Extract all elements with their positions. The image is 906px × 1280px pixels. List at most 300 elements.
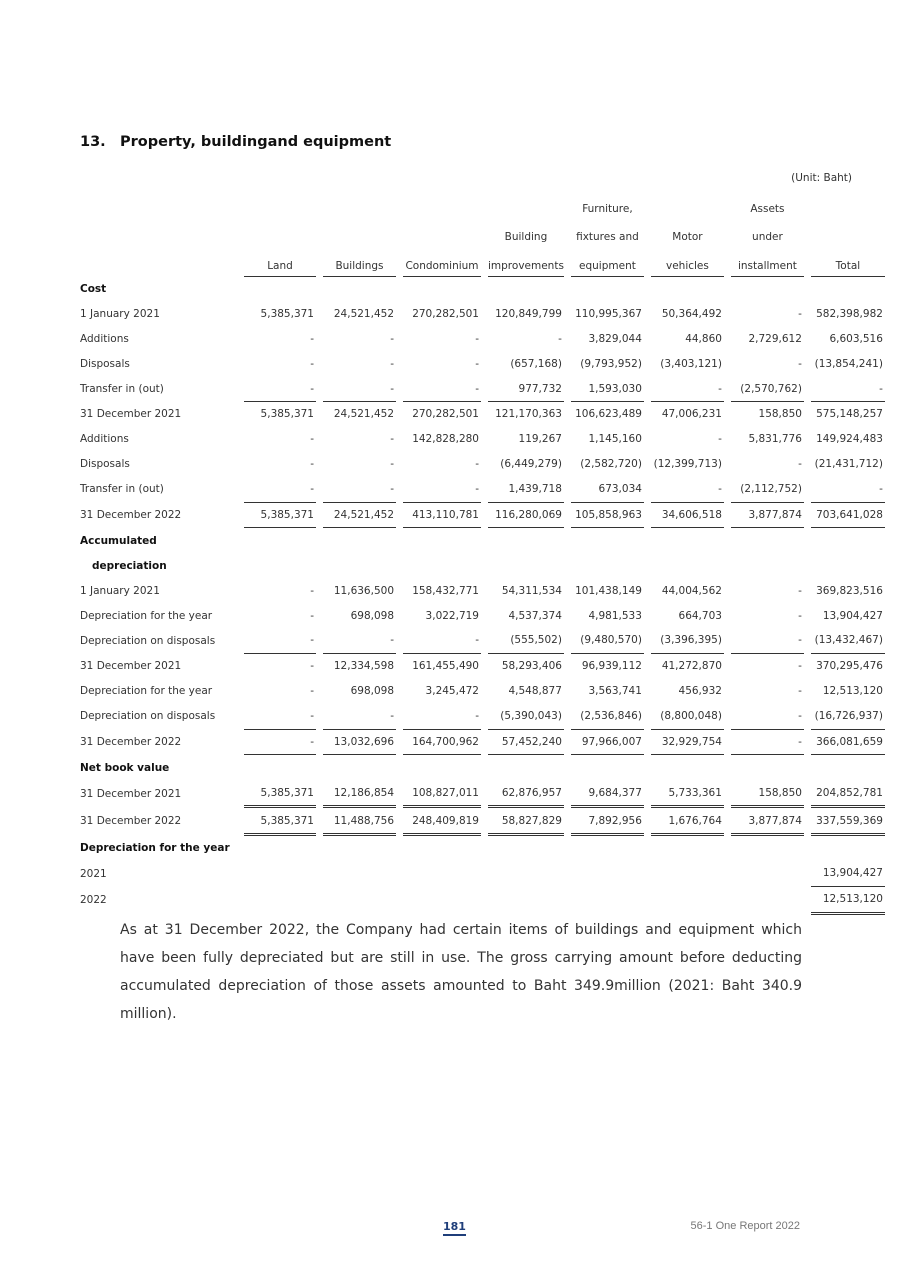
- column-gap: [481, 553, 488, 578]
- column-gap: [481, 528, 488, 553]
- column-gap: [804, 190, 811, 219]
- column-gap: [564, 886, 571, 913]
- value-cell: 13,904,427: [822, 609, 883, 622]
- value-cell: 108,827,011: [403, 780, 481, 806]
- column-gap: [644, 835, 651, 861]
- column-gap: [316, 401, 323, 426]
- column-gap: [481, 401, 488, 426]
- value-cell: 1,593,030: [571, 376, 644, 401]
- section-row: [78, 755, 885, 780]
- column-gap: [564, 376, 571, 401]
- column-gap: [481, 704, 488, 729]
- column-gap: [564, 835, 571, 861]
- column-gap: [564, 628, 571, 653]
- column-gap: [481, 578, 488, 603]
- value-cell: -: [798, 609, 802, 622]
- row-label: 31 December 2021: [80, 408, 182, 421]
- value-cell: 3,877,874: [731, 807, 804, 835]
- column-gap: [724, 401, 731, 426]
- column-gap: [237, 427, 244, 452]
- column-gap: [804, 528, 811, 553]
- column-gap: [644, 452, 651, 477]
- value-cell: 24,521,452: [333, 307, 394, 320]
- column-gap: [804, 628, 811, 653]
- section-heading: Depreciation for the year: [80, 841, 230, 854]
- column-gap: [644, 427, 651, 452]
- value-cell: 270,282,501: [412, 307, 479, 320]
- column-gap: [804, 578, 811, 603]
- value-cell: 582,398,982: [816, 307, 883, 320]
- column-gap: [237, 578, 244, 603]
- column-gap: [481, 502, 488, 528]
- value-cell: 57,452,240: [488, 729, 564, 755]
- column-gap: [724, 835, 731, 861]
- column-gap: [724, 704, 731, 729]
- column-header: improvements: [488, 247, 564, 276]
- column-gap: [237, 835, 244, 861]
- value-cell: -: [403, 477, 481, 502]
- value-cell: 24,521,452: [333, 408, 394, 421]
- column-gap: [564, 351, 571, 376]
- value-cell: 24,521,452: [323, 502, 396, 528]
- column-gap: [724, 326, 731, 351]
- value-cell: 158,850: [758, 408, 802, 421]
- value-cell: -: [310, 357, 314, 370]
- value-cell: 270,282,501: [412, 408, 479, 421]
- column-gap: [564, 528, 571, 553]
- column-gap: [564, 427, 571, 452]
- header-label-cell: [78, 219, 237, 248]
- table-row: [78, 502, 885, 528]
- column-gap: [564, 755, 571, 780]
- value-cell: -: [310, 660, 314, 673]
- column-gap: [644, 704, 651, 729]
- column-gap: [644, 861, 651, 886]
- value-cell: 5,385,371: [244, 780, 316, 806]
- value-cell: 44,004,562: [661, 584, 722, 597]
- value-cell: [811, 276, 885, 301]
- column-gap: [316, 351, 323, 376]
- column-gap: [564, 603, 571, 628]
- value-cell: -: [798, 660, 802, 673]
- column-gap: [237, 351, 244, 376]
- column-gap: [804, 603, 811, 628]
- value-cell: 142,828,280: [412, 433, 479, 446]
- column-gap: [396, 628, 403, 653]
- value-cell: -: [798, 584, 802, 597]
- column-gap: [396, 780, 403, 806]
- column-gap: [396, 326, 403, 351]
- column-gap: [316, 603, 323, 628]
- value-cell: [323, 553, 396, 578]
- value-cell: 164,700,962: [403, 729, 481, 755]
- value-cell: [323, 755, 396, 780]
- column-gap: [564, 704, 571, 729]
- row-label: Additions: [80, 332, 129, 345]
- value-cell: 366,081,659: [811, 729, 885, 755]
- column-gap: [564, 401, 571, 426]
- column-gap: [724, 679, 731, 704]
- column-gap: [644, 755, 651, 780]
- value-cell: [244, 553, 316, 578]
- column-gap: [481, 190, 488, 219]
- note-heading: [80, 134, 391, 150]
- value-cell: [323, 886, 396, 913]
- value-cell: 116,280,069: [488, 502, 564, 528]
- value-cell: [571, 755, 644, 780]
- value-cell: [488, 835, 564, 861]
- value-cell: 3,022,719: [425, 609, 479, 622]
- column-gap: [724, 578, 731, 603]
- column-gap: [804, 886, 811, 913]
- value-cell: -: [323, 628, 396, 653]
- column-gap: [804, 452, 811, 477]
- column-gap: [564, 729, 571, 755]
- column-gap: [237, 553, 244, 578]
- value-cell: 5,385,371: [244, 807, 316, 835]
- column-gap: [724, 729, 731, 755]
- value-cell: (6,449,279): [500, 458, 562, 471]
- column-gap: [644, 326, 651, 351]
- column-gap: [481, 351, 488, 376]
- value-cell: [571, 861, 644, 886]
- value-cell: -: [390, 458, 394, 471]
- column-gap: [564, 807, 571, 835]
- column-gap: [724, 755, 731, 780]
- column-gap: [804, 780, 811, 806]
- value-cell: -: [323, 704, 396, 729]
- column-gap: [804, 835, 811, 861]
- column-gap: [724, 219, 731, 248]
- column-header: Assets: [750, 202, 785, 215]
- column-gap: [237, 528, 244, 553]
- value-cell: 62,876,957: [488, 780, 564, 806]
- value-cell: [571, 276, 644, 301]
- column-gap: [804, 477, 811, 502]
- column-gap: [804, 247, 811, 276]
- column-gap: [481, 628, 488, 653]
- value-cell: 1,145,160: [588, 433, 642, 446]
- column-gap: [644, 477, 651, 502]
- value-cell: 977,732: [488, 376, 564, 401]
- column-gap: [237, 452, 244, 477]
- column-gap: [396, 886, 403, 913]
- value-cell: [571, 528, 644, 553]
- column-gap: [804, 276, 811, 301]
- row-label: Disposals: [80, 458, 130, 471]
- value-cell: -: [390, 332, 394, 345]
- report-name: 56-1 One Report 2022: [690, 1220, 800, 1232]
- value-cell: 4,981,533: [588, 609, 642, 622]
- value-cell: [811, 528, 885, 553]
- column-gap: [316, 755, 323, 780]
- column-gap: [316, 780, 323, 806]
- value-cell: (13,432,467): [811, 628, 885, 653]
- column-gap: [644, 780, 651, 806]
- value-cell: 5,385,371: [244, 502, 316, 528]
- value-cell: 12,513,120: [811, 886, 885, 913]
- column-gap: [644, 190, 651, 219]
- column-gap: [644, 247, 651, 276]
- column-gap: [724, 247, 731, 276]
- column-gap: [804, 351, 811, 376]
- table-row: [78, 603, 885, 628]
- column-header: [811, 219, 885, 248]
- unit-label: (Unit: Baht): [791, 172, 852, 184]
- value-cell: [323, 861, 396, 886]
- value-cell: [403, 528, 481, 553]
- section-row: [78, 528, 885, 553]
- column-gap: [481, 247, 488, 276]
- column-gap: [316, 861, 323, 886]
- value-cell: -: [310, 332, 314, 345]
- column-gap: [644, 679, 651, 704]
- value-cell: 413,110,781: [403, 502, 481, 528]
- column-gap: [237, 653, 244, 678]
- column-gap: [316, 578, 323, 603]
- value-cell: -: [731, 729, 804, 755]
- table-row: [78, 351, 885, 376]
- column-gap: [396, 247, 403, 276]
- column-gap: [396, 502, 403, 528]
- page-number: 181: [443, 1220, 466, 1236]
- section-heading: Accumulated: [80, 534, 157, 547]
- value-cell: 54,311,534: [501, 584, 562, 597]
- value-cell: 698,098: [350, 685, 394, 698]
- value-cell: 120,849,799: [495, 307, 562, 320]
- value-cell: -: [390, 357, 394, 370]
- column-gap: [237, 861, 244, 886]
- value-cell: (2,570,762): [731, 376, 804, 401]
- column-header: [651, 190, 724, 219]
- column-gap: [481, 679, 488, 704]
- column-gap: [396, 401, 403, 426]
- table-row: [78, 679, 885, 704]
- row-label: Depreciation on disposals: [80, 634, 216, 647]
- value-cell: 161,455,490: [412, 660, 479, 673]
- column-gap: [237, 276, 244, 301]
- row-label: Depreciation for the year: [80, 685, 213, 698]
- column-gap: [481, 886, 488, 913]
- column-gap: [396, 427, 403, 452]
- value-cell: [571, 886, 644, 913]
- column-gap: [237, 247, 244, 276]
- column-gap: [316, 729, 323, 755]
- column-gap: [396, 219, 403, 248]
- value-cell: [403, 553, 481, 578]
- value-cell: 204,852,781: [811, 780, 885, 806]
- value-cell: 337,559,369: [811, 807, 885, 835]
- row-label: Depreciation on disposals: [80, 710, 216, 723]
- column-gap: [564, 301, 571, 326]
- column-gap: [316, 704, 323, 729]
- section-heading: Net book value: [80, 761, 170, 774]
- value-cell: (2,582,720): [580, 458, 642, 471]
- value-cell: 12,186,854: [323, 780, 396, 806]
- column-gap: [396, 351, 403, 376]
- column-gap: [316, 502, 323, 528]
- value-cell: (21,431,712): [814, 458, 883, 471]
- column-gap: [396, 528, 403, 553]
- column-gap: [237, 301, 244, 326]
- column-gap: [316, 190, 323, 219]
- value-cell: -: [475, 332, 479, 345]
- column-gap: [396, 755, 403, 780]
- value-cell: -: [310, 685, 314, 698]
- column-gap: [644, 729, 651, 755]
- value-cell: -: [244, 704, 316, 729]
- column-gap: [644, 528, 651, 553]
- column-gap: [564, 477, 571, 502]
- value-cell: (2,112,752): [731, 477, 804, 502]
- column-gap: [316, 886, 323, 913]
- column-gap: [396, 729, 403, 755]
- section-row: [78, 835, 885, 861]
- column-gap: [396, 679, 403, 704]
- table-row: [78, 653, 885, 678]
- value-cell: [488, 886, 564, 913]
- column-gap: [804, 807, 811, 835]
- section-row: [78, 553, 885, 578]
- column-gap: [396, 861, 403, 886]
- row-label: 2022: [80, 893, 107, 906]
- value-cell: 105,858,963: [571, 502, 644, 528]
- column-gap: [724, 780, 731, 806]
- column-gap: [724, 351, 731, 376]
- column-gap: [644, 401, 651, 426]
- column-gap: [724, 861, 731, 886]
- value-cell: [811, 755, 885, 780]
- value-cell: 575,148,257: [816, 408, 883, 421]
- value-cell: -: [651, 376, 724, 401]
- column-gap: [316, 835, 323, 861]
- value-cell: [403, 861, 481, 886]
- value-cell: [811, 553, 885, 578]
- value-cell: 12,513,120: [822, 685, 883, 698]
- value-cell: [403, 276, 481, 301]
- value-cell: [731, 835, 804, 861]
- value-cell: 5,385,371: [260, 307, 314, 320]
- column-gap: [804, 861, 811, 886]
- header-row: [78, 247, 885, 276]
- column-gap: [481, 835, 488, 861]
- value-cell: 34,606,518: [651, 502, 724, 528]
- row-label: 31 December 2022: [80, 735, 182, 748]
- value-cell: (16,726,937): [811, 704, 885, 729]
- value-cell: [731, 553, 804, 578]
- value-cell: [731, 886, 804, 913]
- value-cell: [244, 886, 316, 913]
- value-cell: 13,904,427: [811, 861, 885, 886]
- column-gap: [644, 628, 651, 653]
- value-cell: [651, 861, 724, 886]
- column-gap: [804, 219, 811, 248]
- value-cell: [403, 835, 481, 861]
- column-gap: [316, 427, 323, 452]
- column-gap: [316, 219, 323, 248]
- column-gap: [237, 190, 244, 219]
- column-gap: [724, 628, 731, 653]
- column-gap: [644, 578, 651, 603]
- value-cell: 664,703: [678, 609, 722, 622]
- value-cell: (3,396,395): [651, 628, 724, 653]
- column-gap: [724, 376, 731, 401]
- column-gap: [481, 603, 488, 628]
- column-gap: [237, 886, 244, 913]
- column-gap: [237, 780, 244, 806]
- column-header: vehicles: [651, 247, 724, 276]
- value-cell: 3,829,044: [588, 332, 642, 345]
- value-cell: 101,438,149: [575, 584, 642, 597]
- column-gap: [396, 301, 403, 326]
- value-cell: [244, 276, 316, 301]
- column-gap: [564, 219, 571, 248]
- column-gap: [804, 326, 811, 351]
- column-gap: [316, 452, 323, 477]
- column-header: Buildings: [323, 247, 396, 276]
- value-cell: [651, 553, 724, 578]
- value-cell: -: [798, 685, 802, 698]
- column-gap: [481, 219, 488, 248]
- note-paragraph: As at 31 December 2022, the Company had certain items of buildings and equipment which have been fully depreciated but are still in use. The gross carrying amount before deducting accumulated depreciation of those assets amounted to Baht 349.9million (2021: Baht 340.9 million).: [120, 922, 802, 1022]
- value-cell: -: [798, 357, 802, 370]
- column-gap: [237, 401, 244, 426]
- column-gap: [564, 861, 571, 886]
- value-cell: -: [811, 376, 885, 401]
- column-gap: [564, 502, 571, 528]
- column-gap: [481, 861, 488, 886]
- column-gap: [316, 247, 323, 276]
- column-gap: [644, 301, 651, 326]
- column-gap: [396, 653, 403, 678]
- value-cell: -: [403, 628, 481, 653]
- row-label: 1 January 2021: [80, 584, 160, 597]
- table-row: [78, 704, 885, 729]
- value-cell: -: [244, 477, 316, 502]
- column-gap: [316, 528, 323, 553]
- value-cell: -: [403, 704, 481, 729]
- column-gap: [724, 276, 731, 301]
- column-gap: [316, 376, 323, 401]
- column-header: [323, 219, 396, 248]
- column-gap: [237, 502, 244, 528]
- column-gap: [564, 553, 571, 578]
- value-cell: 47,006,231: [661, 408, 722, 421]
- value-cell: -: [323, 477, 396, 502]
- value-cell: 96,939,112: [581, 660, 642, 673]
- value-cell: 106,623,489: [575, 408, 642, 421]
- value-cell: [323, 835, 396, 861]
- value-cell: 158,432,771: [412, 584, 479, 597]
- column-gap: [396, 452, 403, 477]
- column-gap: [804, 502, 811, 528]
- value-cell: -: [558, 332, 562, 345]
- value-cell: -: [310, 458, 314, 471]
- row-label: 31 December 2022: [80, 508, 182, 521]
- column-gap: [724, 502, 731, 528]
- column-gap: [396, 477, 403, 502]
- value-cell: [244, 861, 316, 886]
- column-header: Building: [504, 231, 548, 243]
- column-gap: [481, 807, 488, 835]
- column-gap: [564, 452, 571, 477]
- column-gap: [237, 729, 244, 755]
- value-cell: 158,850: [731, 780, 804, 806]
- column-gap: [237, 603, 244, 628]
- column-gap: [481, 477, 488, 502]
- value-cell: [651, 886, 724, 913]
- column-gap: [644, 603, 651, 628]
